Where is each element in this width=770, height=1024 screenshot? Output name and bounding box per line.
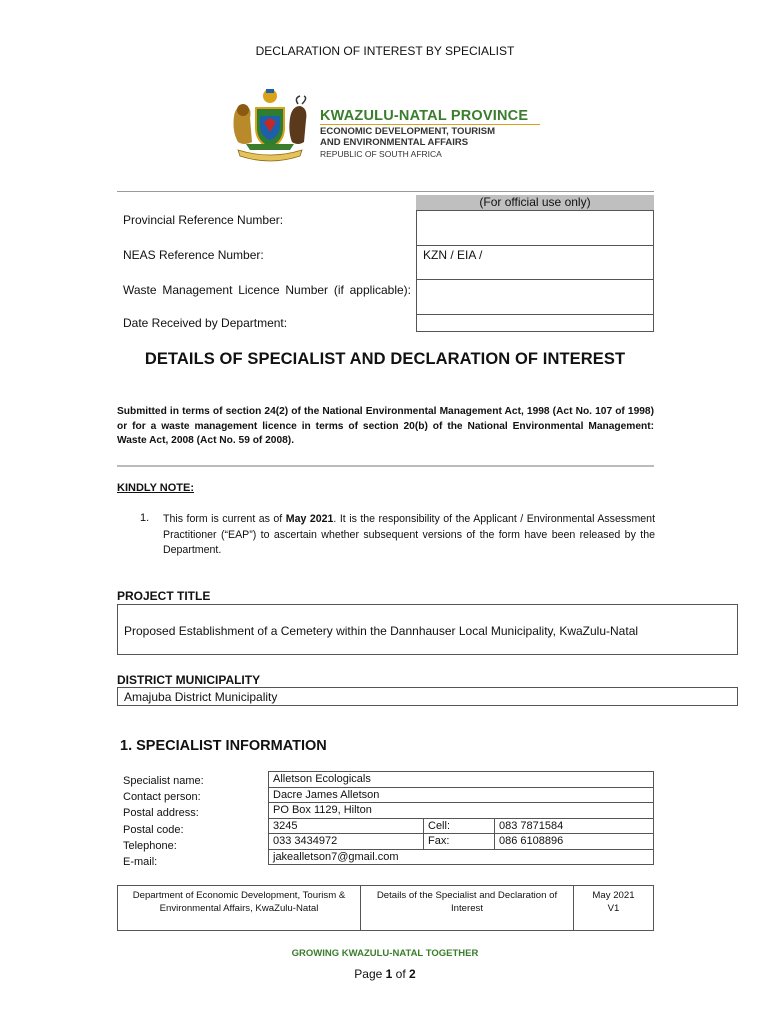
province-name: KWAZULU-NATAL PROVINCE <box>320 108 529 124</box>
note-text-before: This form is current as of <box>163 513 286 525</box>
postal-address-value[interactable]: PO Box 1129, Hilton <box>269 803 654 819</box>
neas-reference-field[interactable] <box>416 245 654 280</box>
date-received-field[interactable] <box>416 314 654 332</box>
footer-date: May 2021 <box>592 890 635 901</box>
district-heading: DISTRICT MUNICIPALITY <box>117 673 261 687</box>
department-name <box>320 127 495 148</box>
specialist-labels <box>123 773 204 870</box>
document-header-title: DECLARATION OF INTEREST BY SPECIALIST <box>255 44 515 58</box>
district-value: Amajuba District Municipality <box>124 690 278 704</box>
table-row <box>269 849 654 865</box>
specialist-info-table <box>268 771 654 865</box>
fax-label: Fax: <box>424 834 495 850</box>
footer-document-name: Details of the Specialist and Declaration of Interest <box>361 886 574 931</box>
note-date: May 2021 <box>285 513 334 525</box>
email-value[interactable]: jakealletson7@gmail.com <box>269 849 654 865</box>
main-title: DETAILS OF SPECIALIST AND DECLARATION OF INTEREST <box>144 350 626 368</box>
footer-department: Department of Economic Development, Tourism & Environmental Affairs, KwaZulu-Natal <box>118 886 361 931</box>
top-divider <box>117 191 654 192</box>
footer-version <box>574 886 654 931</box>
waste-licence-label: Waste Management Licence Number (if applicable): <box>123 283 411 297</box>
page-total: 2 <box>409 967 416 981</box>
provincial-reference-field[interactable] <box>416 210 654 246</box>
department-line-1: ECONOMIC DEVELOPMENT, TOURISM <box>320 126 496 137</box>
footer-table <box>117 885 654 931</box>
page-of: of <box>392 967 410 981</box>
kindly-note-heading: KINDLY NOTE: <box>117 482 195 494</box>
neas-reference-value: KZN / EIA / <box>423 248 483 262</box>
note-number: 1. <box>140 512 150 524</box>
provincial-reference-label: Provincial Reference Number: <box>123 213 284 227</box>
cell-label: Cell: <box>424 818 495 834</box>
label-postal-address: Postal address: <box>123 807 199 820</box>
page-number <box>0 967 770 981</box>
note-text <box>163 512 655 559</box>
section-divider <box>117 465 654 467</box>
label-telephone: Telephone: <box>123 839 177 852</box>
table-row <box>269 818 654 834</box>
republic-label: REPUBLIC OF SOUTH AFRICA <box>320 149 442 159</box>
page-current: 1 <box>385 967 393 981</box>
specialist-info-heading: 1. SPECIALIST INFORMATION <box>120 738 327 754</box>
postal-code-value[interactable]: 3245 <box>269 818 424 834</box>
official-use-header: (For official use only) <box>416 195 654 210</box>
footer-slogan: GROWING KWAZULU-NATAL TOGETHER <box>291 948 479 959</box>
telephone-value[interactable]: 033 3434972 <box>269 834 424 850</box>
table-row <box>269 772 654 788</box>
fax-value[interactable]: 086 6108896 <box>495 834 654 850</box>
label-email: E-mail: <box>123 856 158 869</box>
date-received-label: Date Received by Department: <box>123 316 288 330</box>
label-specialist-name: Specialist name: <box>123 775 204 787</box>
project-title-heading: PROJECT TITLE <box>117 589 211 603</box>
note-text-after: . It is the responsibility of the Applicant / Environmental Assessment Practitioner (“EAP”) to ascertain whether subsequent versions of the form have been released by the Department. <box>163 513 656 556</box>
contact-person-value[interactable]: Dacre James Alletson <box>269 787 654 803</box>
department-line-2: AND ENVIRONMENTAL AFFAIRS <box>320 136 469 148</box>
legislation-statement: Submitted in terms of section 24(2) of the National Environmental Management Act, 1998 (Act No. 107 of 1998) or for a waste management licence in terms of section 20(b) of the National Environmental Management: Waste Act, 2008 (Act No. 59 of 2008). <box>117 406 654 446</box>
province-divider <box>320 124 540 125</box>
table-row <box>269 787 654 803</box>
specialist-name-value[interactable]: Alletson Ecologicals <box>269 772 654 788</box>
project-title-value: Proposed Establishment of a Cemetery within the Dannhauser Local Municipality, KwaZulu-Natal <box>124 624 639 638</box>
page-prefix: Page <box>354 967 386 981</box>
cell-value[interactable]: 083 7871584 <box>495 818 654 834</box>
table-row <box>118 886 654 931</box>
label-postal-code: Postal code: <box>123 823 184 836</box>
footer-version-number: V1 <box>607 903 620 914</box>
waste-licence-field[interactable] <box>416 279 654 315</box>
neas-reference-label: NEAS Reference Number: <box>123 248 264 262</box>
table-row <box>269 834 654 850</box>
table-row <box>269 803 654 819</box>
coat-of-arms-logo <box>228 86 312 164</box>
label-contact-person: Contact person: <box>123 791 201 804</box>
